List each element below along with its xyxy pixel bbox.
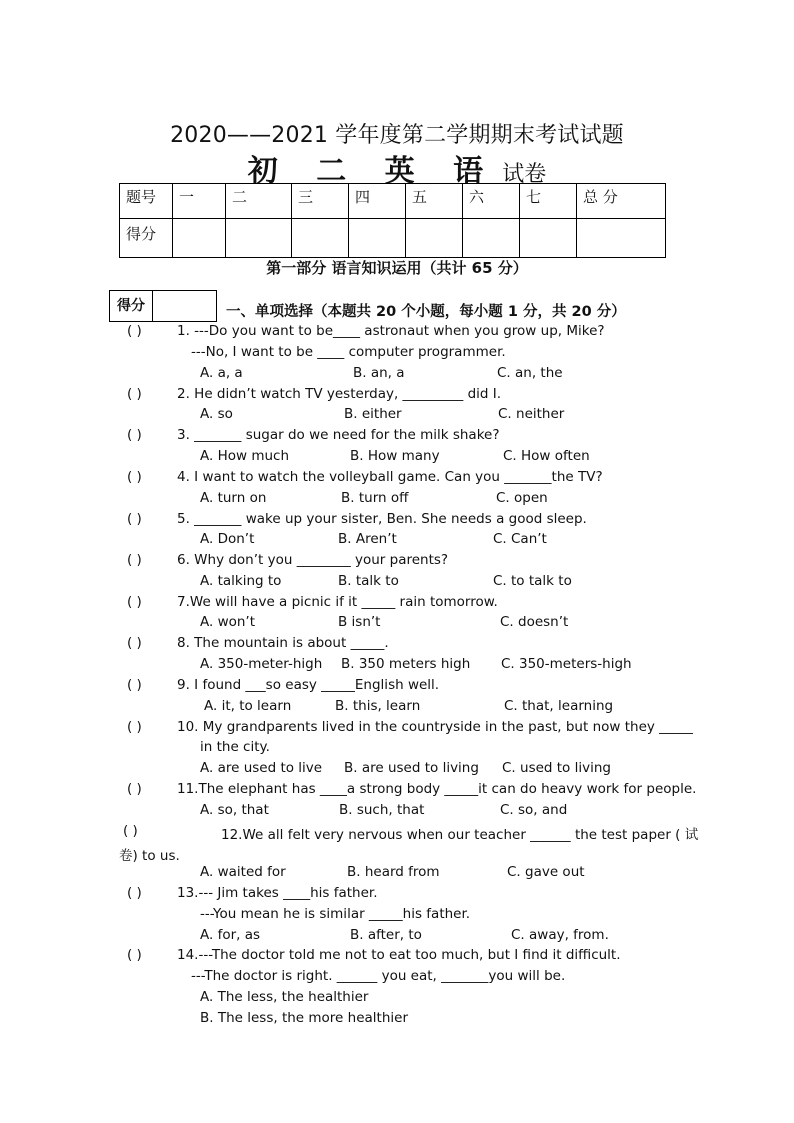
question-stem: 11.The elephant has ____a strong body _____it can do heavy work for people. [177,781,697,797]
option-b: B. either [344,406,402,422]
question-stem: 12.We all felt very nervous when our teacher ______ the test paper ( 试 [221,827,699,843]
score-box-label: 得分 [109,290,153,322]
question-stem-line2: ---You mean he is similar _____his father. [200,906,471,922]
option-a: A. waited for [200,864,286,880]
question-stem: 14.---The doctor told me not to eat too much, but I find it difficult. [177,947,621,963]
answer-blank[interactable]: ( ) [127,885,142,901]
option-c: C. an, the [497,365,563,381]
question-stem: 8. The mountain is about _____. [177,635,389,651]
question-stem: 10. My grandparents lived in the countryside in the past, but now they _____ [177,719,693,735]
score-table-cell: 五 [406,184,463,219]
question-stem: 9. I found ___so easy _____English well. [177,677,440,693]
question-stem-line2: in the city. [200,739,270,755]
score-blank[interactable] [406,219,463,258]
option-c: C. How often [503,448,590,464]
answer-blank[interactable]: ( ) [127,552,142,568]
question-stem-line2: 卷) to us. [119,848,180,864]
page-title: 2020——2021 学年度第二学期期末考试试题 [170,123,624,148]
question-stem: 13.--- Jim takes ____his father. [177,885,378,901]
score-blank[interactable] [520,219,577,258]
score-blank[interactable] [292,219,349,258]
option-a: A. it, to learn [204,698,292,714]
option-c: C. Can’t [493,531,547,547]
option-c: C. doesn’t [500,614,569,630]
score-table-score-row [120,219,666,258]
score-table-cell: 一 [173,184,226,219]
score-blank[interactable] [577,219,666,258]
option-b: B. The less, the more healthier [200,1010,408,1026]
option-a: A. turn on [200,490,267,506]
score-table-cell: 得分 [120,219,173,258]
answer-blank[interactable]: ( ) [127,947,142,963]
answer-blank[interactable]: ( ) [127,469,142,485]
question-stem: 6. Why don’t you ________ your parents? [177,552,449,568]
answer-blank[interactable]: ( ) [127,635,142,651]
option-a: A. a, a [200,365,243,381]
option-c: C. away, from. [511,927,609,943]
score-table-header-row [120,184,666,219]
option-a: A. The less, the healthier [200,989,369,1005]
option-a: A. are used to live [200,760,323,776]
option-c: C. used to living [502,760,611,776]
answer-blank[interactable]: ( ) [127,511,142,527]
question-stem-line2: ---The doctor is right. ______ you eat, _______you will be. [191,968,566,984]
option-b: B. are used to living [344,760,479,776]
option-b: B. Aren’t [338,531,397,547]
question-stem: 4. I want to watch the volleyball game. Can you _______the TV? [177,469,603,485]
option-b: B. turn off [341,490,409,506]
option-b: B. this, learn [335,698,421,714]
score-table-cell: 四 [349,184,406,219]
option-c: C. to talk to [493,573,572,589]
score-table-cell: 七 [520,184,577,219]
question-stem: 3. _______ sugar do we need for the milk shake? [177,427,500,443]
option-b: B. after, to [350,927,422,943]
score-table-cell: 六 [463,184,520,219]
answer-blank[interactable]: ( ) [127,594,142,610]
option-b: B. talk to [338,573,399,589]
answer-blank[interactable]: ( ) [127,677,142,693]
score-table-cell: 总 分 [577,184,666,219]
answer-blank[interactable]: ( ) [127,719,142,735]
answer-blank[interactable]: ( ) [127,427,142,443]
option-c: C. open [496,490,548,506]
question-stem: 2. He didn’t watch TV yesterday, _________ did I. [177,386,502,402]
section-heading: 一、单项选择（本题共 20 个小题，每小题 1 分，共 20 分） [226,304,626,320]
score-table-cell: 题号 [120,184,173,219]
option-c: C. gave out [507,864,585,880]
score-blank[interactable] [173,219,226,258]
score-blank[interactable] [463,219,520,258]
option-a: A. talking to [200,573,282,589]
question-stem: 7.We will have a picnic if it _____ rain tomorrow. [177,594,498,610]
score-table-cell: 三 [292,184,349,219]
subtitle-paper: 试卷 [502,162,547,187]
option-a: A. so [200,406,233,422]
answer-blank[interactable]: ( ) [123,823,138,839]
answer-blank[interactable]: ( ) [127,323,142,339]
answer-blank[interactable]: ( ) [127,386,142,402]
option-a: A. Don’t [200,531,255,547]
question-stem-line2: ---No, I want to be ____ computer programmer. [191,344,506,360]
part-heading: 第一部分 语言知识运用（共计 65 分） [266,259,528,277]
option-c: C. neither [498,406,565,422]
option-a: A. so, that [200,802,269,818]
option-a: A. How much [200,448,290,464]
score-blank[interactable] [226,219,292,258]
option-b: B. How many [350,448,440,464]
score-table-cell: 二 [226,184,292,219]
option-b: B. such, that [339,802,425,818]
option-a: A. 350-meter-high [200,656,323,672]
option-b: B. heard from [347,864,440,880]
question-stem: 5. _______ wake up your sister, Ben. She needs a good sleep. [177,511,587,527]
option-a: A. for, as [200,927,261,943]
score-box-blank[interactable] [152,290,217,322]
option-b: B. 350 meters high [341,656,471,672]
option-b: B isn’t [338,614,381,630]
score-table [119,183,666,258]
option-c: C. that, learning [504,698,614,714]
subtitle-subject: 初 二 英 语 [247,154,498,189]
option-c: C. so, and [500,802,568,818]
option-c: C. 350-meters-high [501,656,632,672]
question-stem: 1. ---Do you want to be____ astronaut when you grow up, Mike? [177,323,605,339]
option-b: B. an, a [353,365,405,381]
option-a: A. won’t [200,614,256,630]
answer-blank[interactable]: ( ) [127,781,142,797]
score-blank[interactable] [349,219,406,258]
